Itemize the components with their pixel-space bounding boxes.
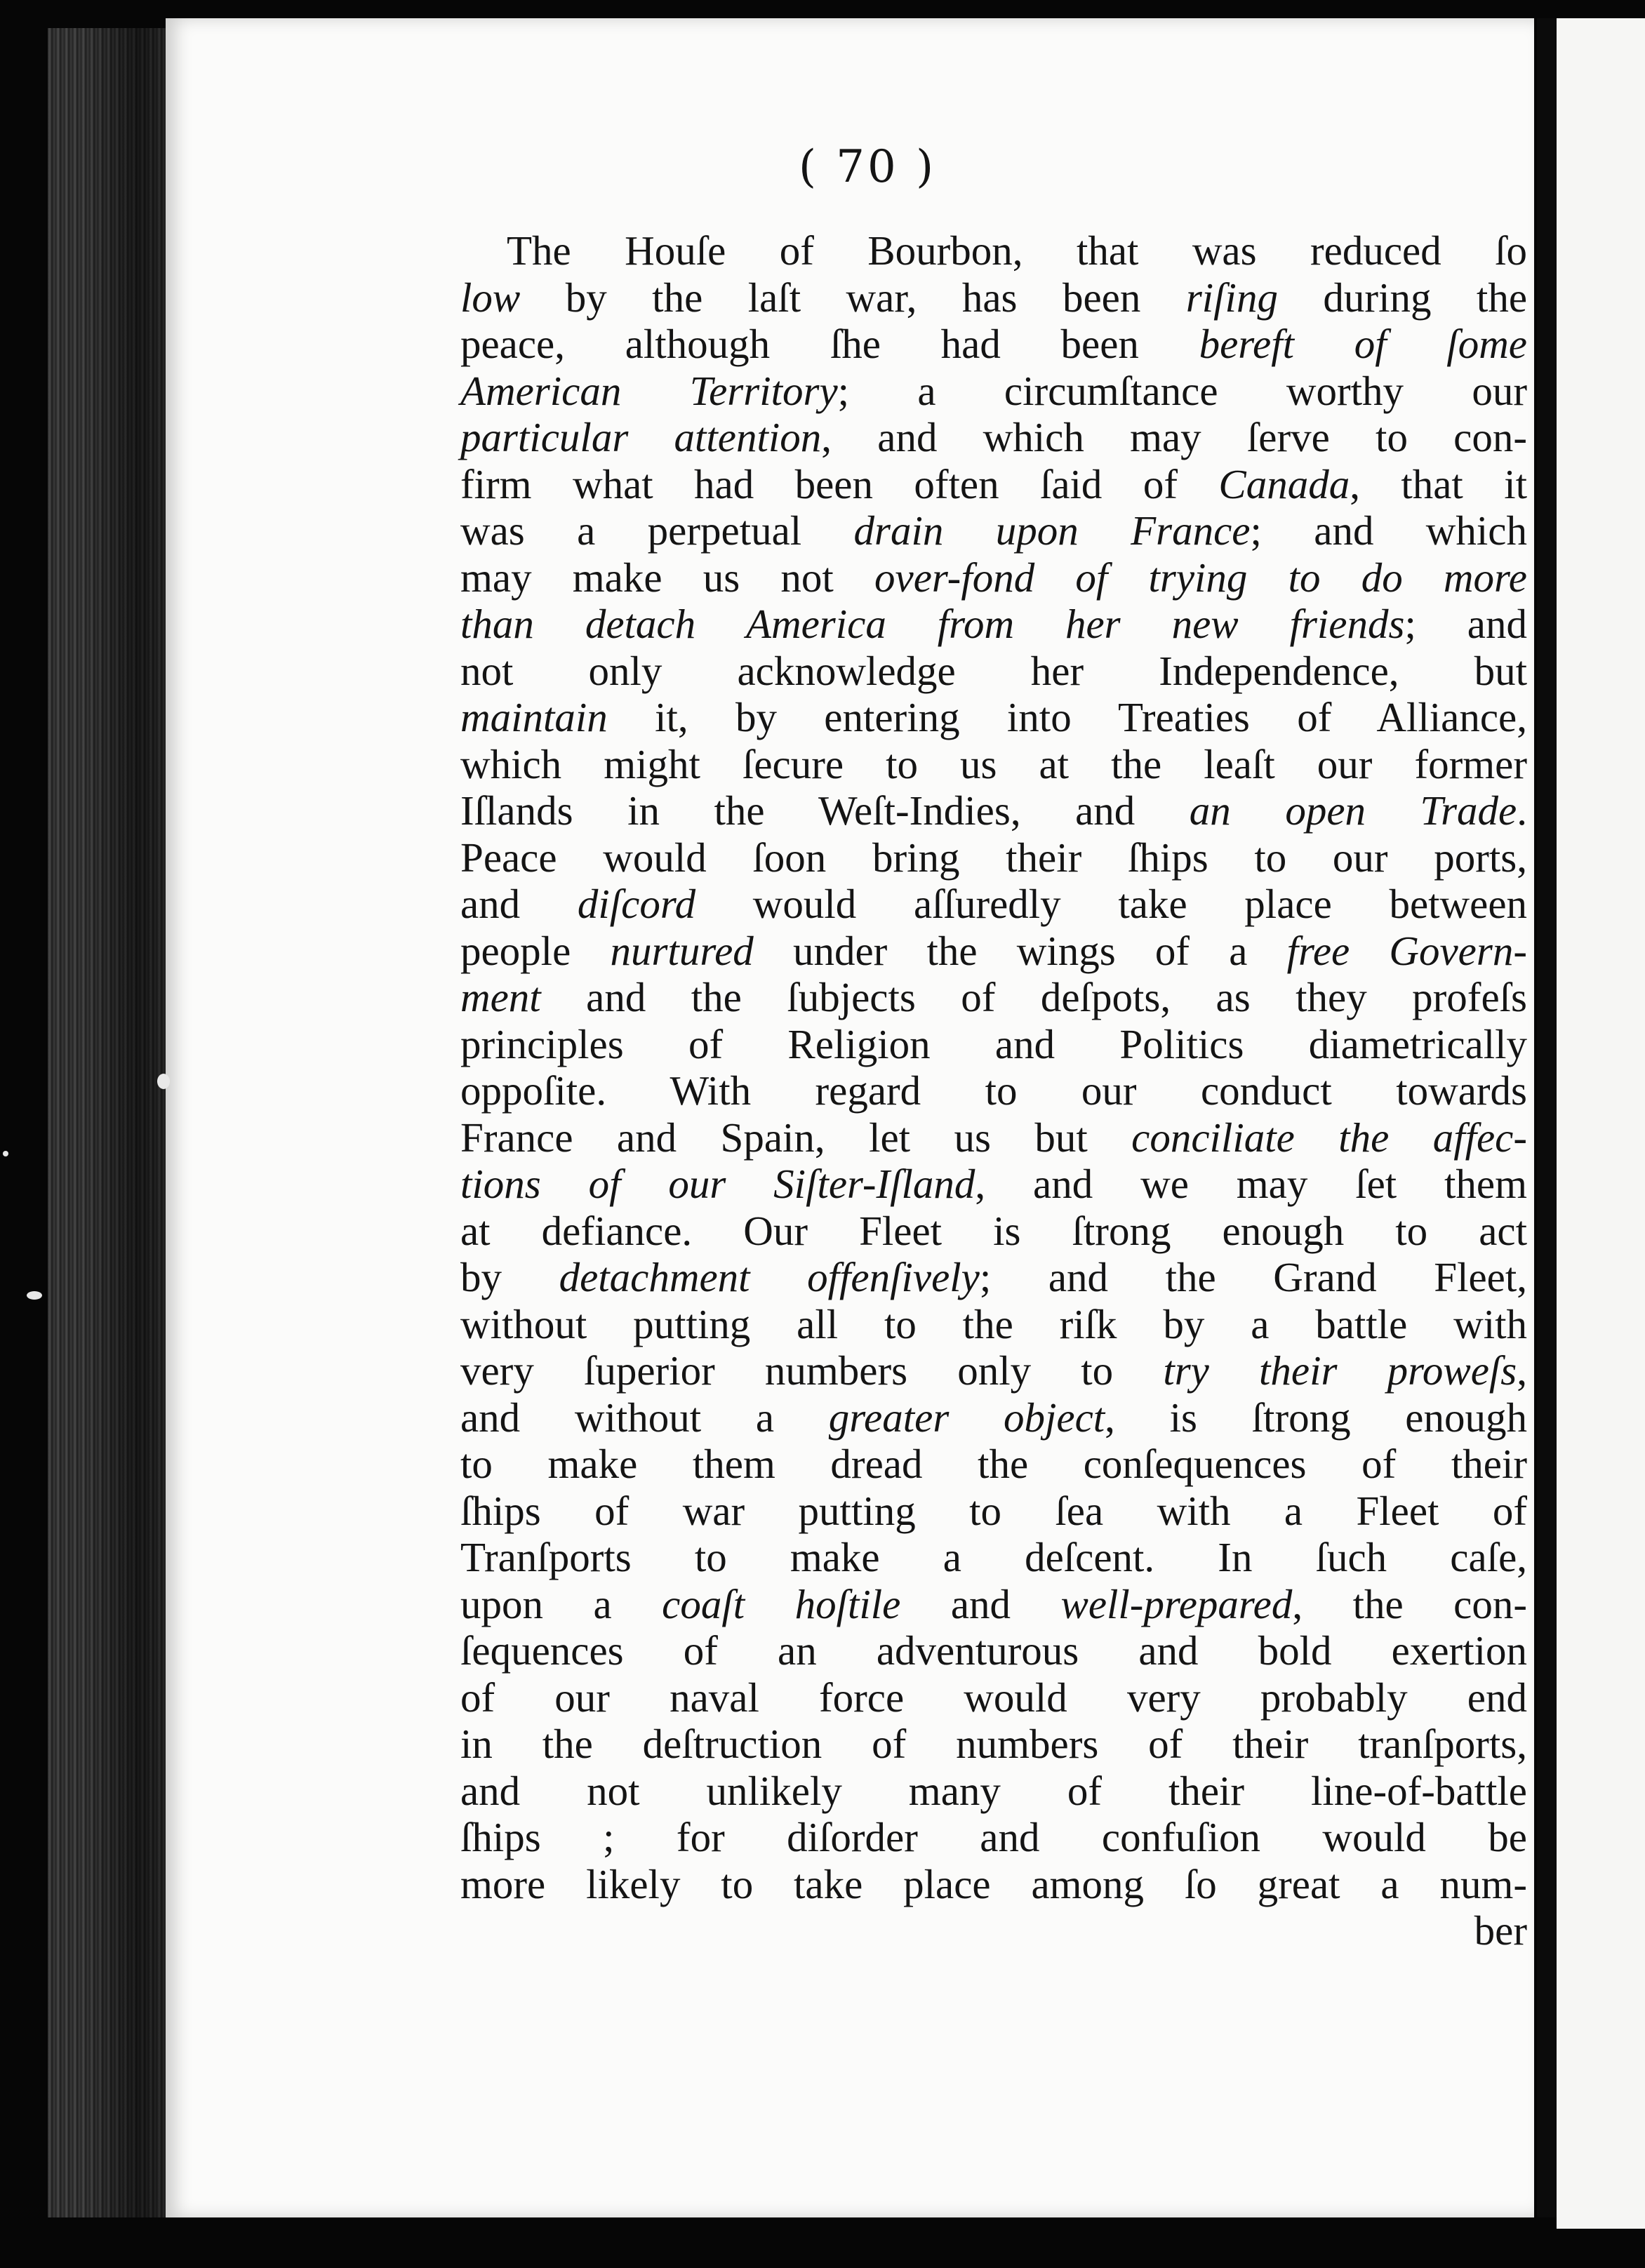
text-run: ſhips of war putting to ſea with a Fleet of — [460, 1487, 1527, 1534]
text-line — [460, 974, 1527, 1021]
text-line — [460, 227, 1527, 274]
text-line — [460, 321, 1527, 368]
italic-phrase: drain upon France — [853, 507, 1251, 554]
italic-phrase: well-prepared — [1060, 1580, 1293, 1627]
text-line — [460, 648, 1527, 695]
text-run: by — [460, 1254, 559, 1300]
text-line — [460, 601, 1527, 648]
text-line — [460, 834, 1527, 881]
text-line — [460, 1114, 1527, 1161]
text-run: which might ſecure to us at the leaſt our former — [460, 740, 1527, 787]
text-line — [460, 1674, 1527, 1721]
text-run: France and Spain, let us but — [460, 1114, 1132, 1161]
text-run: was a perpetual — [460, 507, 854, 554]
body-text — [460, 227, 1527, 1954]
text-run: Tranſports to make a deſcent. In ſuch caſe, — [460, 1534, 1527, 1580]
text-run: upon a — [460, 1580, 662, 1627]
text-line — [460, 1534, 1527, 1581]
italic-phrase: detachment offenſively — [559, 1254, 980, 1300]
text-line — [460, 1627, 1527, 1674]
text-line — [460, 1581, 1527, 1628]
scan-speck — [27, 1291, 42, 1300]
text-run: ſhips ; for diſorder and confuſion would be — [460, 1814, 1527, 1860]
text-run: peace, although ſhe had been — [460, 321, 1199, 367]
text-line — [460, 274, 1527, 321]
italic-phrase: try their proweſs — [1163, 1347, 1517, 1394]
text-line — [460, 1347, 1527, 1394]
text-line — [460, 1208, 1527, 1255]
text-run: , is ſtrong enough — [1105, 1394, 1527, 1441]
text-line — [460, 1254, 1527, 1301]
text-line — [460, 1301, 1527, 1348]
text-run: and — [900, 1580, 1061, 1627]
text-run: of our naval force would very probably end — [460, 1674, 1527, 1721]
text-run: ; and the Grand Fleet, — [979, 1254, 1527, 1300]
italic-phrase: maintain — [460, 694, 608, 740]
text-run: oppoſite. With regard to our conduct towards — [460, 1067, 1527, 1114]
text-run: ; a circumſtance worthy our — [837, 367, 1528, 414]
text-run: , and which may ſerve to con- — [821, 414, 1528, 460]
italic-phrase: American Territory — [460, 367, 838, 414]
text-run: more likely to take place among ſo great a num- — [460, 1860, 1527, 1907]
italic-phrase: riſing — [1185, 274, 1278, 321]
text-run: not only acknowledge her Independence, but — [460, 647, 1527, 694]
text-line — [460, 1768, 1527, 1815]
italic-phrase: Canada — [1218, 460, 1350, 507]
text-line — [460, 461, 1527, 508]
text-run: in the deſtruction of numbers of their tranſports, — [460, 1721, 1527, 1767]
text-run: would aſſuredly take place between — [695, 881, 1528, 927]
text-line — [460, 414, 1527, 461]
text-run: , that it — [1350, 460, 1527, 507]
text-run: without putting all to the riſk by a battle with — [460, 1300, 1527, 1347]
italic-phrase: than detach America from her new friends — [460, 601, 1405, 647]
italic-phrase: ment — [460, 974, 541, 1020]
book-page — [166, 18, 1534, 2217]
text-run: by the laſt war, has been — [520, 274, 1186, 321]
text-line — [460, 1861, 1527, 1908]
text-run: and — [460, 881, 578, 927]
italic-phrase: an open Trade — [1189, 787, 1517, 834]
italic-phrase: nurtured — [610, 927, 754, 974]
text-run: ; and — [1404, 601, 1527, 647]
scan-speck — [157, 1074, 170, 1089]
text-run: during the — [1277, 274, 1528, 321]
text-run: ; and which — [1250, 507, 1527, 554]
text-line — [460, 1721, 1527, 1768]
text-run: , the con- — [1292, 1580, 1527, 1627]
text-line — [460, 928, 1527, 975]
text-run: , and we may ſet them — [975, 1161, 1527, 1207]
text-run: to make them dread the conſequences of their — [460, 1441, 1527, 1487]
text-line — [460, 1067, 1527, 1114]
text-run: at defiance. Our Fleet is ſtrong enough to act — [460, 1207, 1527, 1254]
italic-phrase: particular attention — [460, 414, 822, 460]
italic-phrase: greater object — [828, 1394, 1105, 1441]
text-line — [460, 554, 1527, 601]
text-run: , — [1517, 1347, 1527, 1394]
text-line — [460, 787, 1527, 834]
text-run: it, by entering into Treaties of Alliance, — [607, 694, 1527, 740]
text-line — [460, 1161, 1527, 1208]
text-run: firm what had been often ſaid of — [460, 460, 1219, 507]
gutter-shadow — [1537, 18, 1558, 2217]
italic-phrase: free Govern- — [1286, 927, 1527, 974]
text-line — [460, 694, 1527, 741]
text-run: very ſuperior numbers only to — [460, 1347, 1164, 1394]
italic-phrase: conciliate the affec- — [1131, 1114, 1527, 1161]
text-run: under the wings of a — [753, 927, 1287, 974]
italic-phrase: tions of our Siſter-Iſland — [460, 1161, 975, 1207]
italic-phrase: coaſt hoſtile — [662, 1580, 901, 1627]
italic-phrase: diſcord — [577, 881, 696, 927]
catchword: ber — [1474, 1907, 1527, 1954]
text-run: may make us not — [460, 554, 875, 601]
text-line — [460, 881, 1527, 928]
text-line — [460, 1814, 1527, 1861]
text-line — [460, 507, 1527, 554]
text-run: people — [460, 927, 611, 974]
text-run: Peace would ſoon bring their ſhips to our ports, — [460, 834, 1527, 881]
text-line — [460, 1441, 1527, 1488]
italic-phrase: bereft of ſome — [1199, 321, 1527, 367]
text-run: and without a — [460, 1394, 829, 1441]
text-line — [460, 1021, 1527, 1068]
italic-phrase: low — [460, 274, 521, 321]
text-run: Iſlands in the Weſt-Indies, and — [460, 787, 1190, 834]
text-line — [460, 741, 1527, 788]
binding-shadow — [84, 28, 175, 2217]
italic-phrase: over-fond of trying to do more — [874, 554, 1527, 601]
text-run: principles of Religion and Politics diametrically — [460, 1020, 1527, 1067]
text-run: . — [1517, 787, 1527, 834]
text-run: ſequences of an adventurous and bold exertion — [460, 1627, 1527, 1674]
text-run: The Houſe of Bourbon, that was reduced ſo — [507, 227, 1527, 274]
text-run: and not unlikely many of their line-of-battle — [460, 1767, 1527, 1814]
facing-page-edge — [1557, 18, 1645, 2229]
text-line — [460, 368, 1527, 415]
text-line — [460, 1488, 1527, 1535]
text-line — [460, 1394, 1527, 1441]
scan-speck — [3, 1151, 8, 1156]
page-number: ( 70 ) — [798, 141, 937, 193]
text-run: and the ſubjects of deſpots, as they profeſs — [540, 974, 1527, 1020]
